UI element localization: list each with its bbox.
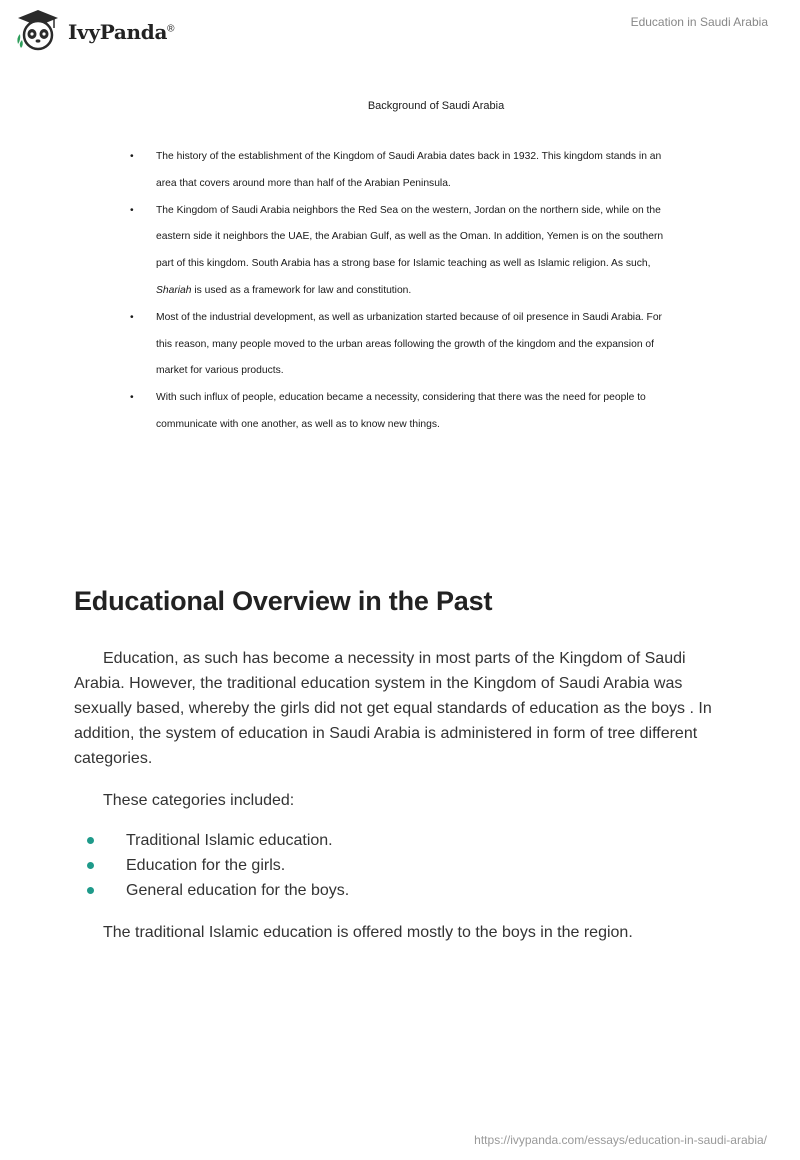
embedded-list-item: • Most of the industrial development, as well as urbanization started because of oil presence in Saudi Arabia. For this reason, many people moved to the urban areas following the growth of the kingdom and the expansion of market for various products.	[130, 311, 662, 377]
embedded-document-image	[122, 100, 722, 439]
page-header	[0, 0, 800, 60]
embedded-title: Background of Saudi Arabia	[367, 100, 505, 112]
panda-mascot-icon	[14, 8, 62, 52]
embedded-list-item: • The Kingdom of Saudi Arabia neighbors the Red Sea on the western, Jordan on the northern side, while on the eastern side it neighbors the UAE, the Arabian Gulf, as well as the Oman. In addition, Yemen is on the southern part of this kingdom. South Arabia has a strong base for Islamic teaching as well as Islamic religion. As such, Shariah is used as a framework for law and constitution.	[130, 204, 664, 296]
list-item: General education for the boys.	[74, 878, 724, 903]
list-item: Traditional Islamic education.	[74, 828, 724, 853]
shariah-term: Shariah	[156, 284, 192, 296]
paragraph-intro: Education, as such has become a necessity in most parts of the Kingdom of Saudi Arabia. However, the traditional education system in the Kingdom of Saudi Arabia was sexually based, whereby the girls did not get equal standards of education as the boys . In addition, the system of education in Saudi Arabia is administered in form of tree different categories.	[74, 650, 712, 767]
bullet-icon	[87, 887, 94, 894]
bullet-icon	[87, 862, 94, 869]
bullet-icon	[87, 837, 94, 844]
brand-name: IvyPanda®	[68, 20, 175, 44]
list-item: Education for the girls.	[74, 853, 724, 878]
embedded-list-item: • The history of the establishment of the Kingdom of Saudi Arabia dates back in 1932. This kingdom stands in an area that covers around more than half of the Arabian Peninsula.	[130, 151, 662, 189]
paragraph-categories: These categories included:	[103, 792, 295, 809]
document-title: Education in Saudi Arabia	[630, 15, 768, 29]
embedded-list-item: • With such influx of people, education became a necessity, considering that there was the need for people to communicate with one another, as well as to know new things.	[130, 392, 646, 430]
categories-list	[74, 828, 724, 903]
source-url-link[interactable]: https://ivypanda.com/essays/education-in-saudi-arabia/	[474, 1133, 767, 1147]
paragraph-traditional: The traditional Islamic education is offered mostly to the boys in the region.	[103, 924, 633, 941]
ivypanda-logo[interactable]	[14, 8, 174, 52]
section-heading: Educational Overview in the Past	[74, 586, 493, 616]
